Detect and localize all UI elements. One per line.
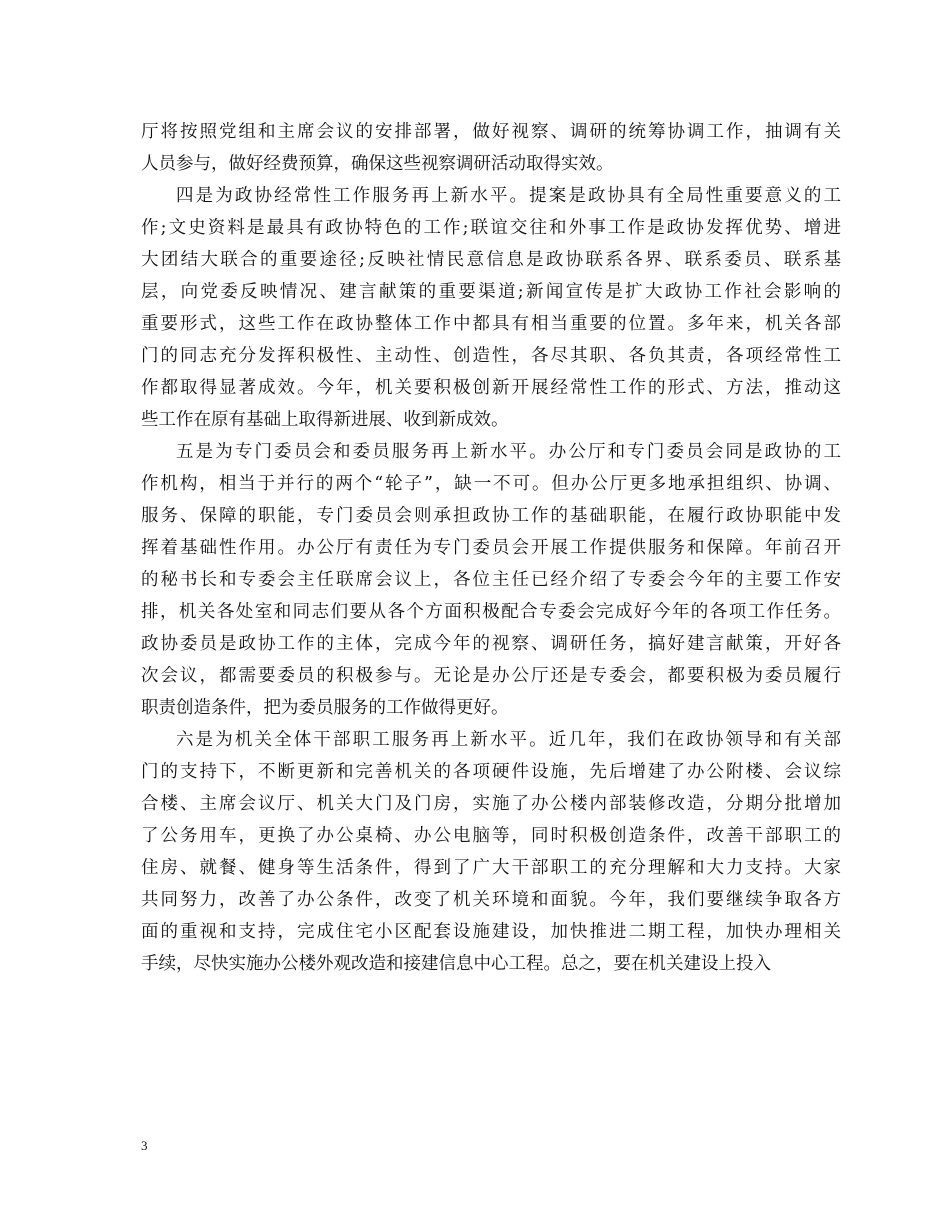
text-line: 六是为机关全体干部职工服务再上新水平。近几年，我们在政协领导和有关部 — [176, 730, 841, 750]
document-body — [141, 116, 841, 980]
text-line: 门的同志充分发挥积极性、主动性、创造性，各尽其职、各负其责，各项经常性工 — [141, 346, 841, 366]
text-line: 政协委员是政协工作的主体，完成今年的视察、调研任务，搞好建言献策，开好各 — [141, 634, 841, 654]
text-line: 次会议，都需要委员的积极参与。无论是办公厅还是专委会，都要积极为委员履行 — [141, 666, 841, 686]
text-line: 四是为政协经常性工作服务再上新水平。提案是政协具有全局性重要意义的工 — [176, 186, 841, 206]
text-line: 排，机关各处室和同志们要从各个方面积极配合专委会完成好今年的各项工作任务。 — [141, 602, 841, 622]
text-line: 挥着基础性作用。办公厅有责任为专门委员会开展工作提供服务和保障。年前召开 — [141, 538, 841, 558]
text-line: 作都取得显著成效。今年，机关要积极创新开展经常性工作的形式、方法，推动这 — [141, 378, 841, 398]
text-line: 大团结大联合的重要途径;反映社情民意信息是政协联系各界、联系委员、联系基 — [141, 250, 841, 270]
text-line: 住房、就餐、健身等生活条件，得到了广大干部职工的充分理解和大力支持。大家 — [141, 858, 841, 878]
text-line: 厅将按照党组和主席会议的安排部署，做好视察、调研的统筹协调工作，抽调有关 — [141, 122, 841, 142]
paragraph — [141, 724, 841, 980]
text-line: 层，向党委反映情况、建言献策的重要渠道;新闻宣传是扩大政协工作社会影响的 — [141, 282, 841, 302]
text-line: 些工作在原有基础上取得新进展、收到新成效。 — [141, 410, 509, 430]
text-line: 服务、保障的职能，专门委员会则承担政协工作的基础职能，在履行政协职能中发 — [141, 506, 841, 526]
text-line: 合楼、主席会议厅、机关大门及门房，实施了办公楼内部装修改造，分期分批增加 — [141, 794, 841, 814]
text-line: 重要形式，这些工作在政协整体工作中都具有相当重要的位置。多年来，机关各部 — [141, 314, 841, 334]
text-line: 人员参与，做好经费预算，确保这些视察调研活动取得实效。 — [141, 154, 614, 174]
paragraph — [141, 436, 841, 724]
text-line: 作;文史资料是最具有政协特色的工作;联谊交往和外事工作是政协发挥优势、增进 — [141, 218, 841, 238]
text-line: 门的支持下，不断更新和完善机关的各项硬件设施，先后增建了办公附楼、会议综 — [141, 762, 841, 782]
paragraph — [141, 116, 841, 180]
text-line: 的秘书长和专委会主任联席会议上，各位主任已经介绍了专委会今年的主要工作安 — [141, 570, 841, 590]
text-line: 了公务用车，更换了办公桌椅、办公电脑等，同时积极创造条件，改善干部职工的 — [141, 826, 841, 846]
page-number: 3 — [141, 1138, 148, 1153]
text-line: 职责创造条件，把为委员服务的工作做得更好。 — [141, 698, 509, 718]
text-line: 手续，尽快实施办公楼外观改造和接建信息中心工程。总之，要在机关建设上投入 — [141, 954, 771, 974]
text-line: 面的重视和支持，完成住宅小区配套设施建设，加快推进二期工程，加快办理相关 — [141, 922, 841, 942]
paragraph — [141, 180, 841, 436]
text-line: 五是为专门委员会和委员服务再上新水平。办公厅和专门委员会同是政协的工 — [176, 442, 841, 462]
text-line: 共同努力，改善了办公条件，改变了机关环境和面貌。今年，我们要继续争取各方 — [141, 890, 841, 910]
text-line: 作机构，相当于并行的两个“轮子”，缺一不可。但办公厅更多地承担组织、协调、 — [141, 474, 841, 494]
